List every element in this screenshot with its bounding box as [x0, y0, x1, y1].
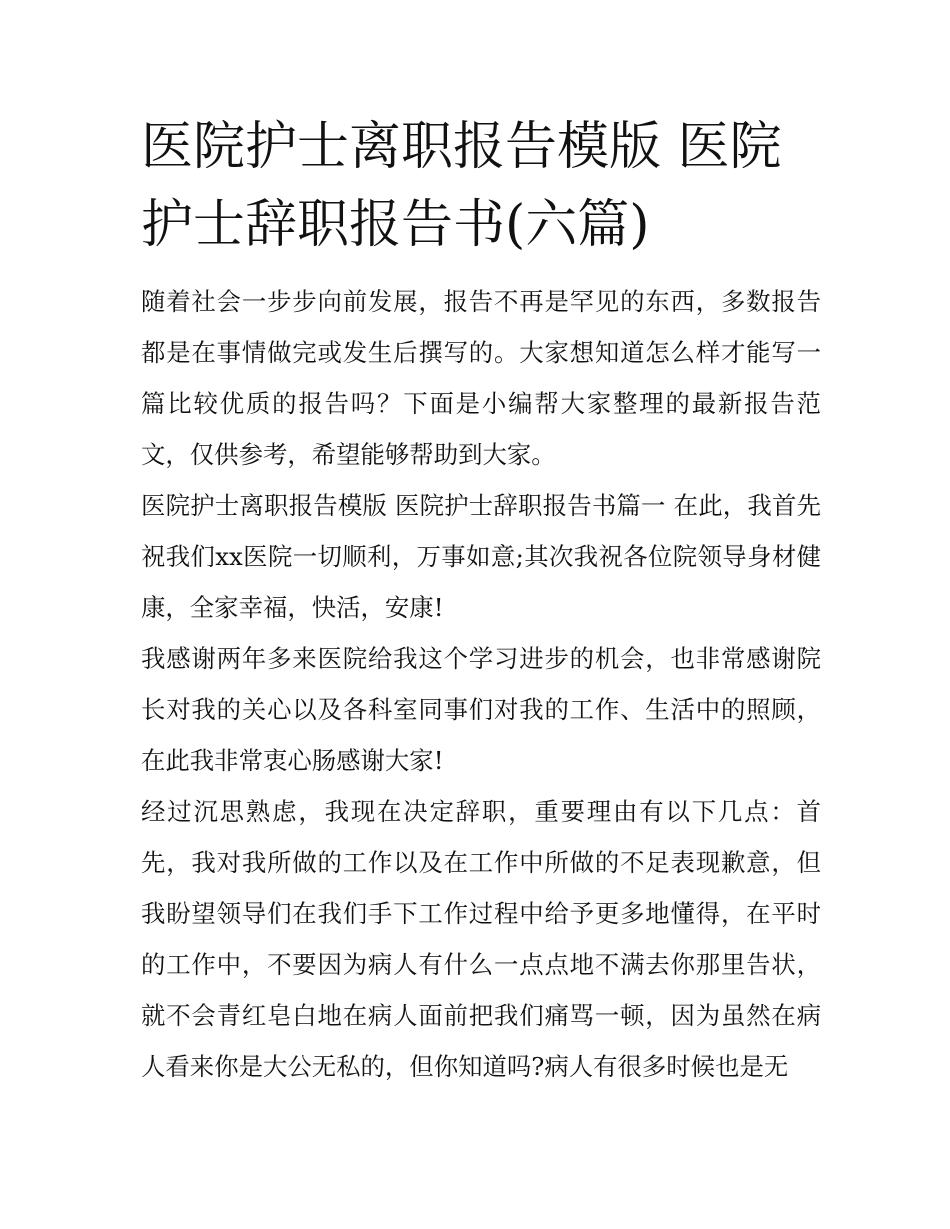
paragraph-reasons: 经过沉思熟虑，我现在决定辞职，重要理由有以下几点：首先，我对我所做的工作以及在工作中所做的不足表现歉意，但我盼望领导们在我们手下工作过程中给予更多地懂得，在平时的工作中，不要因为病人有什么一点点地不满去你那里告状，就不会青红皂白地在病人面前把我们痛骂一顿，因为虽然在病人看来你是大公无私的，但你知道吗?病人有很多时候也是无 [141, 797, 821, 1081]
document-title: 医院护士离职报告模版 医院护士辞职报告书(六篇) [141, 117, 782, 255]
paragraph-intro: 随着社会一步步向前发展，报告不再是罕见的东西，多数报告都是在事情做完或发生后撰写的。大家想知道怎么样才能写一篇比较优质的报告吗？下面是小编帮大家整理的最新报告范文，仅供参考，希望能够帮助到大家。 [141, 287, 821, 469]
paragraph-thanks: 我感谢两年多来医院给我这个学习进步的机会，也非常感谢院长对我的关心以及各科室同事们对我的工作、生活中的照顾，在此我非常衷心肠感谢大家! [141, 644, 821, 775]
document-body [141, 276, 821, 1092]
paragraph-greeting: 医院护士离职报告模版 医院护士辞职报告书篇一 在此，我首先祝我们xx医院一切顺利，万事如意;其次我祝各位院领导身材健康，全家幸福，快活，安康! [141, 491, 821, 622]
